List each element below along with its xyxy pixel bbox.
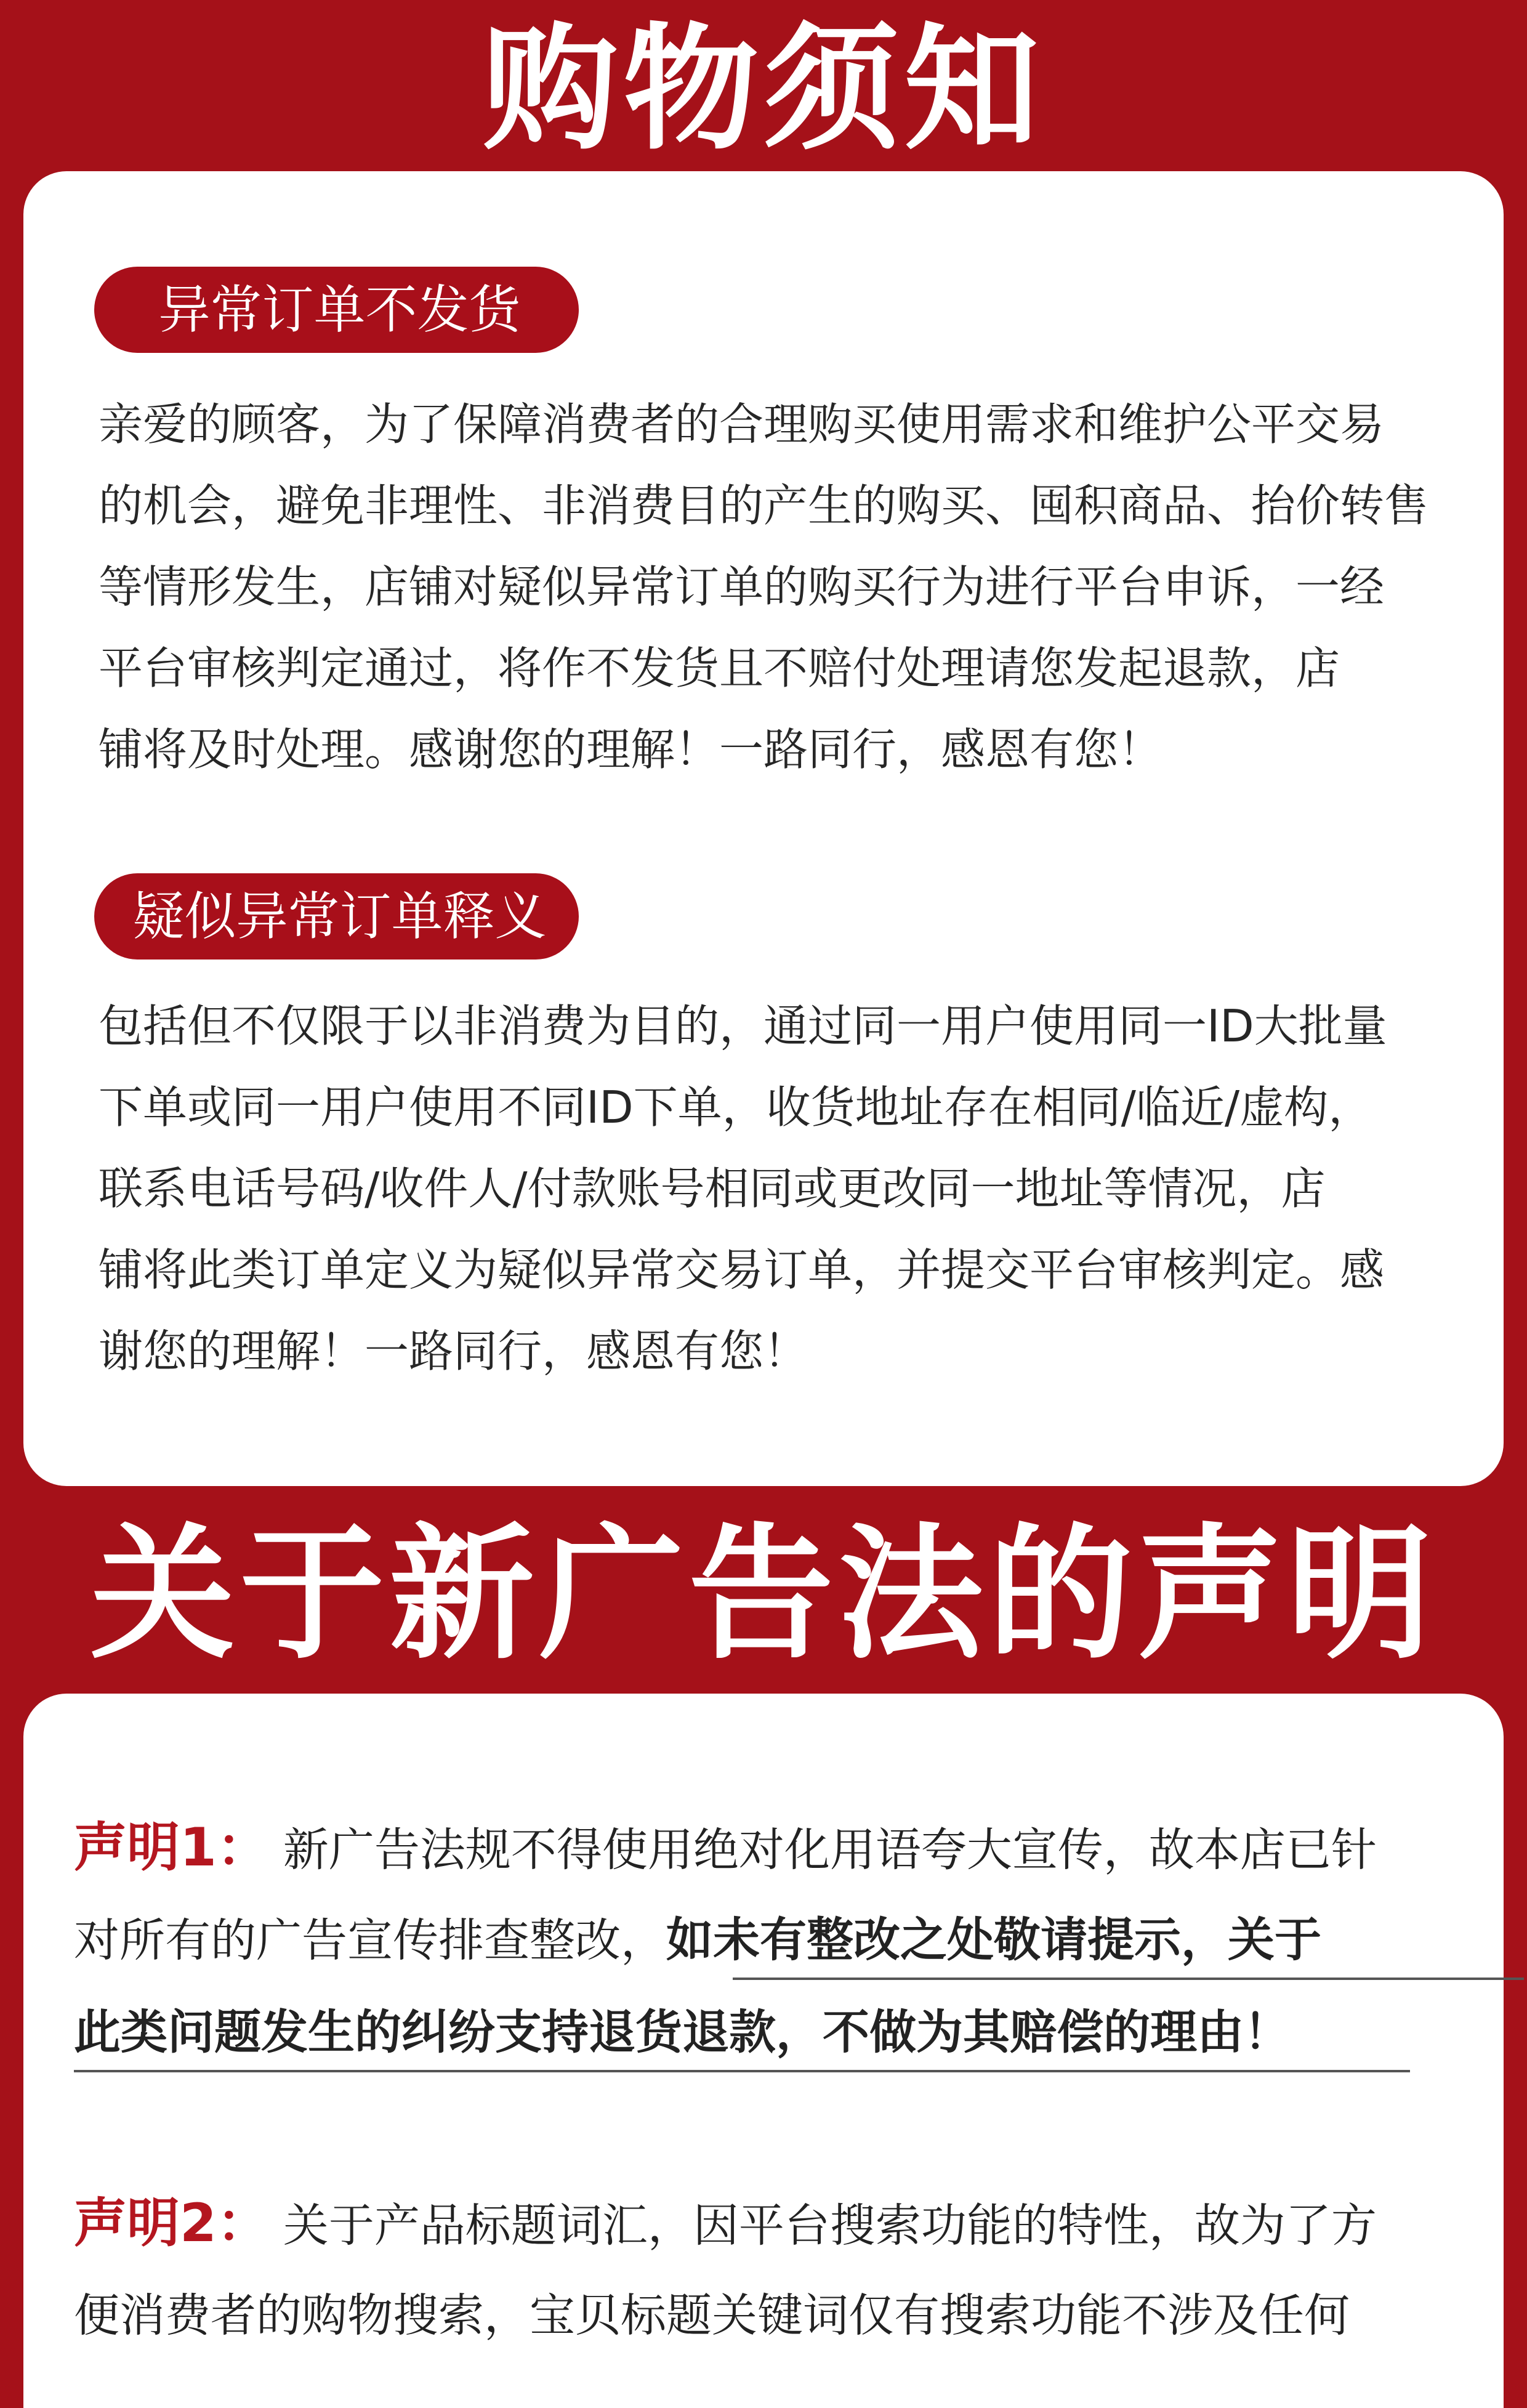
statement-text: 对所有的广告宣传排查整改， <box>74 1914 666 1967</box>
statement-text: 关于产品标题词汇，因平台搜索功能的特性，故为了方 <box>283 2199 1377 2252</box>
statement-line <box>74 1894 1484 1986</box>
statement-text: 便消费者的购物搜索，宝贝标题关键词仅有搜索功能不涉及任何 <box>74 2289 1350 2342</box>
section-title-shopping-notice: 购物须知 <box>482 10 1044 168</box>
statement-line <box>74 1801 1484 1894</box>
shopping-notice-card <box>23 171 1504 1486</box>
section-title-ad-law-statement: 关于新广告法的声明 <box>90 1511 1437 1679</box>
paragraph-line: 谢您的理解！一路同行，感恩有您！ <box>99 1325 808 1377</box>
paragraph-line: 等情形发生，店铺对疑似异常订单的购买行为进行平台申诉，一经 <box>99 561 1385 613</box>
label-suspected-abnormal-order-definition: 疑似异常订单释义 <box>94 873 579 960</box>
statement-line <box>74 2177 1484 2269</box>
statement-line <box>74 2269 1484 2362</box>
paragraph-line: 的机会，避免非理性、非消费目的产生的购买、囤积商品、抬价转售 <box>99 480 1429 531</box>
statement-emphasis-text: 如未有整改之处敬请提示，关于 <box>666 1912 1321 1967</box>
statement-1-label: 声明1： <box>74 1817 270 1878</box>
statement-1 <box>74 1801 1484 2079</box>
paragraph-line: 下单或同一用户使用不同ID下单，收货地址存在相同/临近/虚构， <box>99 1081 1373 1133</box>
underline-divider <box>74 2070 1410 2072</box>
definition-paragraph <box>99 985 1472 1392</box>
statement-emphasis-text: 此类问题发生的纠纷支持退货退款，不做为其赔偿的理由！ <box>74 2005 1291 2059</box>
ad-law-statement-card <box>23 1694 1504 2408</box>
statement-2 <box>74 2177 1484 2362</box>
label-abnormal-order-no-ship: 异常订单不发货 <box>94 267 579 353</box>
statement-line <box>74 1986 1484 2079</box>
paragraph-line: 铺将此类订单定义为疑似异常交易订单，并提交平台审核判定。感 <box>99 1244 1385 1296</box>
paragraph-line: 包括但不仅限于以非消费为目的，通过同一用户使用同一ID大批量 <box>99 1000 1387 1052</box>
statement-2-label: 声明2： <box>74 2192 270 2254</box>
paragraph-line: 铺将及时处理。感谢您的理解！一路同行，感恩有您！ <box>99 724 1163 775</box>
statement-text: 新广告法规不得使用绝对化用语夸大宣传，故本店已针 <box>283 1824 1377 1877</box>
paragraph-line: 平台审核判定通过，将作不发货且不赔付处理请您发起退款，店 <box>99 642 1340 694</box>
underline-divider <box>733 1978 1524 1980</box>
abnormal-order-paragraph <box>99 384 1472 790</box>
paragraph-line: 亲爱的顾客，为了保障消费者的合理购买使用需求和维护公平交易 <box>99 398 1385 450</box>
paragraph-line: 联系电话号码/收件人/付款账号相同或更改同一地址等情况，店 <box>99 1163 1326 1214</box>
